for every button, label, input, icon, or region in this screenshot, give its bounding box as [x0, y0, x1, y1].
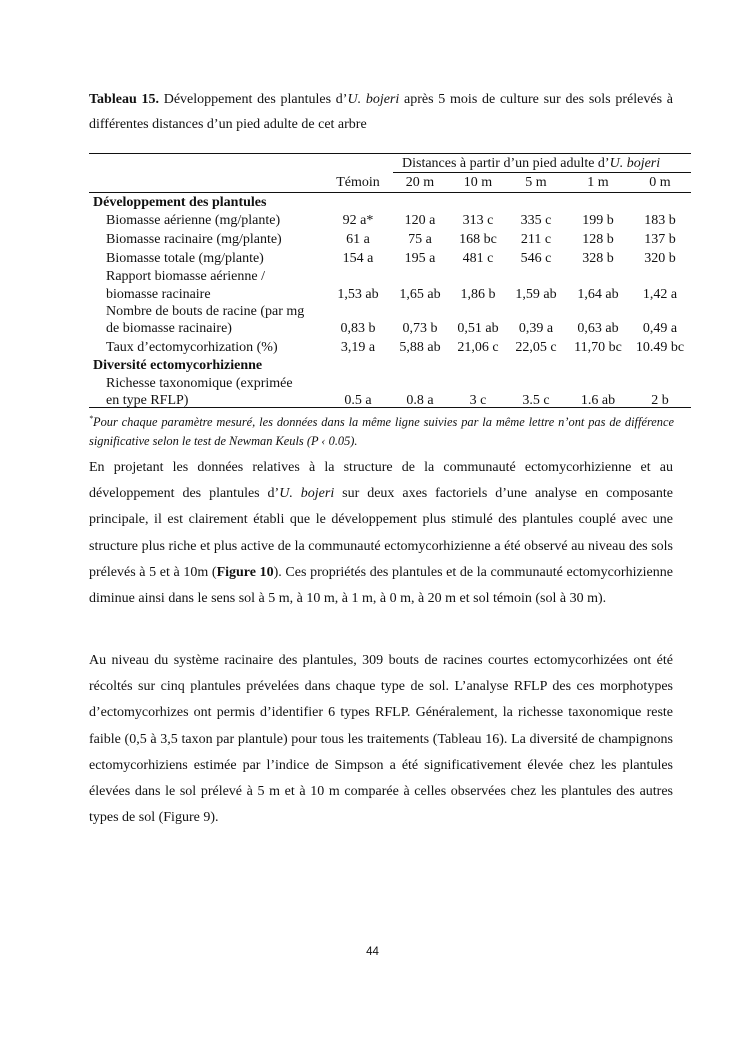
table-cell: 1,53 ab: [337, 287, 379, 302]
table-cell: 328 b: [582, 251, 614, 266]
table-cell: 1,64 ab: [577, 287, 619, 302]
row-label: Taux d’ectomycorhization (%): [106, 340, 278, 355]
table-cell: 0.8 a: [406, 393, 434, 408]
table-cell: 11,70 bc: [574, 340, 622, 355]
section-heading: Diversité ectomycorhizienne: [93, 358, 263, 373]
table-cell: 168 bc: [459, 232, 497, 247]
table-cell: 546 c: [520, 251, 552, 266]
table-cell: 199 b: [582, 213, 614, 228]
table-cell: 0,83 b: [340, 321, 376, 336]
table-cell: 10.49 bc: [635, 340, 685, 355]
column-header: 10 m: [463, 175, 493, 190]
table-cell: 320 b: [644, 251, 676, 266]
footnote-text: Pour chaque paramètre mesuré, les données dans la même ligne suivies par la même lettre n’ont pas de différence significative selon le test de Newman Keuls (P ‹ 0.05).: [89, 415, 674, 449]
row-label: biomasse racinaire: [106, 287, 211, 302]
table-cell: 1.6 ab: [580, 393, 616, 408]
column-header: 0 m: [649, 175, 671, 190]
table-cell: 92 a*: [342, 213, 374, 228]
table-cell: 313 c: [462, 213, 494, 228]
table-cell: 211 c: [520, 232, 552, 247]
row-label: Biomasse aérienne (mg/plante): [106, 213, 281, 228]
table-cell: 0,49 a: [642, 321, 678, 336]
table-cell: 5,88 ab: [399, 340, 441, 355]
row-label: Rapport biomasse aérienne /: [106, 269, 266, 284]
column-header: 20 m: [405, 175, 435, 190]
table-group-header: Distances à partir d’un pied adulte d’U. bojeri: [402, 156, 661, 171]
row-label: Richesse taxonomique (exprimée: [106, 376, 293, 391]
table-cell: 2 b: [651, 393, 669, 408]
figure-reference: Figure 10: [216, 564, 274, 580]
table-cell: 0,63 ab: [577, 321, 619, 336]
footnote-marker: *: [89, 414, 93, 423]
table-top-rule: [89, 153, 691, 154]
table-cell: 183 b: [644, 213, 676, 228]
table-cell: 0,39 a: [518, 321, 554, 336]
row-label: en type RFLP): [106, 393, 189, 408]
table-label: Tableau 15.: [89, 92, 159, 107]
column-header: 1 m: [587, 175, 609, 190]
row-label: de biomasse racinaire): [106, 321, 232, 336]
table-cell: 195 a: [404, 251, 436, 266]
table-cell: 75 a: [408, 232, 432, 247]
table-cell: 3,19 a: [340, 340, 376, 355]
row-label: Biomasse racinaire (mg/plante): [106, 232, 282, 247]
table-cell: 120 a: [404, 213, 436, 228]
table-cell: 61 a: [346, 232, 370, 247]
table-cell: 128 b: [582, 232, 614, 247]
column-header: Témoin: [336, 175, 380, 190]
table-cell: 0,51 ab: [457, 321, 499, 336]
table-cell: 3 c: [469, 393, 487, 408]
table-cell: 3.5 c: [522, 393, 550, 408]
table-cell: 0.5 a: [344, 393, 372, 408]
section-heading: Développement des plantules: [93, 195, 267, 210]
table-cell: 22,05 c: [515, 340, 557, 355]
table-caption: [89, 87, 673, 137]
body-paragraph-1: En projetant les données relatives à la structure de la communauté ectomycorhizienne et au développement des plantules d’U. bojeri sur deux axes factoriels d’une analyse en composante principale, il est clairement établi que le développement plus stimulé des plantules couplé avec une structure plus riche et plus active de la communauté ectomycorhizienne a été observé au niveau des sols prélevés à 5 et à 10m (Figure 10). Ces propriétés des plantules et de la communauté ectomycorhizienne diminue ainsi dans le sens sol à 5 m, à 10 m, à 1 m, à 0 m, à 20 m et sol témoin (sol à 30 m).: [89, 460, 673, 607]
caption-text: Développement des plantules d’: [158, 92, 348, 107]
page-number: 44: [366, 946, 379, 958]
table-cell: 1,42 a: [642, 287, 678, 302]
table-group-rule: [393, 172, 691, 173]
table-cell: 0,73 b: [402, 321, 438, 336]
table-cell: 1,59 ab: [515, 287, 557, 302]
table-footnote: [89, 409, 674, 451]
row-label: Nombre de bouts de racine (par mg: [106, 304, 305, 319]
caption-text-end: après 5 mois de culture sur des sols prélevés à différentes distances d’un pied adulte de cet arbre: [89, 92, 673, 132]
paragraph-species: U. bojeri: [279, 486, 335, 502]
caption-species: U. bojeri: [347, 92, 400, 107]
column-header: 5 m: [525, 175, 547, 190]
row-label: Biomasse totale (mg/plante): [106, 251, 264, 266]
table-cell: 335 c: [520, 213, 552, 228]
body-paragraph-2: Au niveau du système racinaire des plantules, 309 bouts de racines courtes ectomycorhizées ont été récoltés sur cinq plantules prévelées dans chaque type de sol. L’analyse RFLP des ces morphotypes d’ectomycorhizes ont permis d’identifier 6 types RFLP. Généralement, la richesse taxonomique reste faible (0,5 à 3,5 taxon par plantule) pour tous les traitements (Tableau 16). La diversité de champignons ectomycorhiziens estimée par l’indice de Simpson a été significativement élevée chez les plantules élevées dans le sol prélevé à 5 m et à 10 m comparée à celles observées chez les plantules des autres types de sol (Figure 9).: [89, 653, 673, 826]
table-cell: 1,65 ab: [399, 287, 441, 302]
table-cell: 481 c: [462, 251, 494, 266]
table-cell: 21,06 c: [457, 340, 499, 355]
table-cell: 137 b: [644, 232, 676, 247]
table-cell: 1,86 b: [460, 287, 496, 302]
table-header-rule: [89, 192, 691, 193]
table-cell: 154 a: [342, 251, 374, 266]
